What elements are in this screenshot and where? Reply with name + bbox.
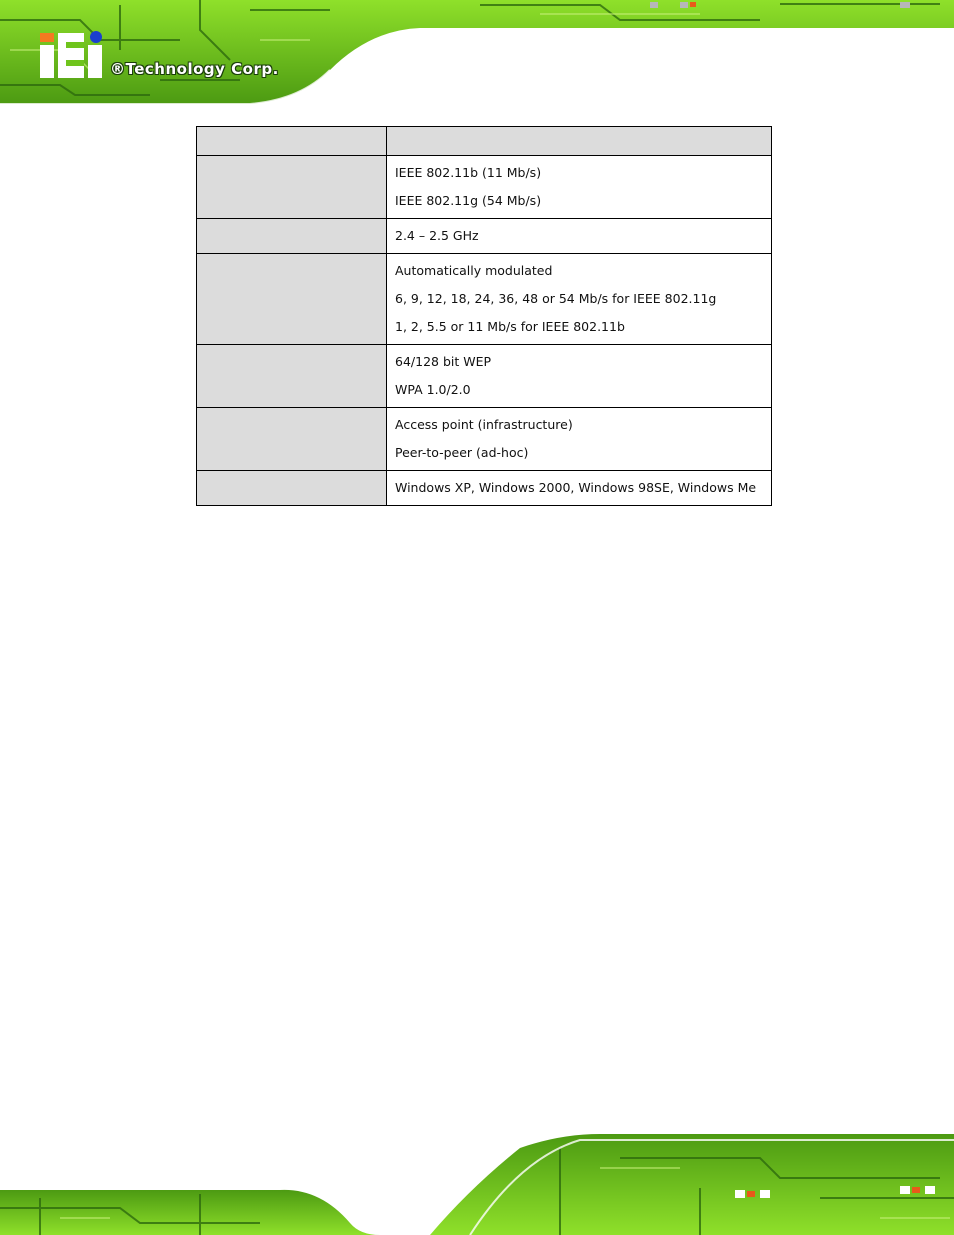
row-label: [197, 156, 387, 219]
table-row: [197, 408, 772, 471]
value-line: WPA 1.0/2.0: [395, 382, 471, 397]
column-header: [387, 127, 772, 156]
row-value: [387, 254, 772, 345]
value-line: 6, 9, 12, 18, 24, 36, 48 or 54 Mb/s for IEEE 802.11g: [395, 291, 717, 306]
iei-logo-icon: [40, 31, 102, 78]
row-value: [387, 408, 772, 471]
footer-banner: [0, 1128, 954, 1235]
row-label: [197, 345, 387, 408]
row-value: [387, 156, 772, 219]
value-line: Windows XP, Windows 2000, Windows 98SE, Windows Me: [395, 480, 757, 495]
value-line: 64/128 bit WEP: [395, 354, 492, 369]
value-line: Peer-to-peer (ad-hoc): [395, 445, 529, 460]
value-line: IEEE 802.11g (54 Mb/s): [395, 193, 542, 208]
row-label: [197, 219, 387, 254]
value-line: 1, 2, 5.5 or 11 Mb/s for IEEE 802.11b: [395, 319, 625, 334]
spec-table: [196, 126, 772, 506]
table-header-row: [197, 127, 772, 156]
row-label: [197, 471, 387, 506]
table-row: [197, 156, 772, 219]
row-value: [387, 219, 772, 254]
table-row: [197, 471, 772, 506]
value-line: IEEE 802.11b (11 Mb/s): [395, 165, 542, 180]
value-line: Access point (infrastructure): [395, 417, 573, 432]
row-value: [387, 471, 772, 506]
table-row: [197, 254, 772, 345]
table-row: [197, 219, 772, 254]
value-line: Automatically modulated: [395, 263, 553, 278]
value-line: 2.4 – 2.5 GHz: [395, 228, 479, 243]
company-name: ®Technology Corp.: [110, 60, 279, 78]
row-label: [197, 408, 387, 471]
row-value: [387, 345, 772, 408]
row-label: [197, 254, 387, 345]
header-banner: [0, 0, 954, 112]
table-row: [197, 345, 772, 408]
column-header: [197, 127, 387, 156]
pcb-header-graphic: [0, 0, 954, 112]
pcb-footer-graphic: [0, 1128, 954, 1235]
